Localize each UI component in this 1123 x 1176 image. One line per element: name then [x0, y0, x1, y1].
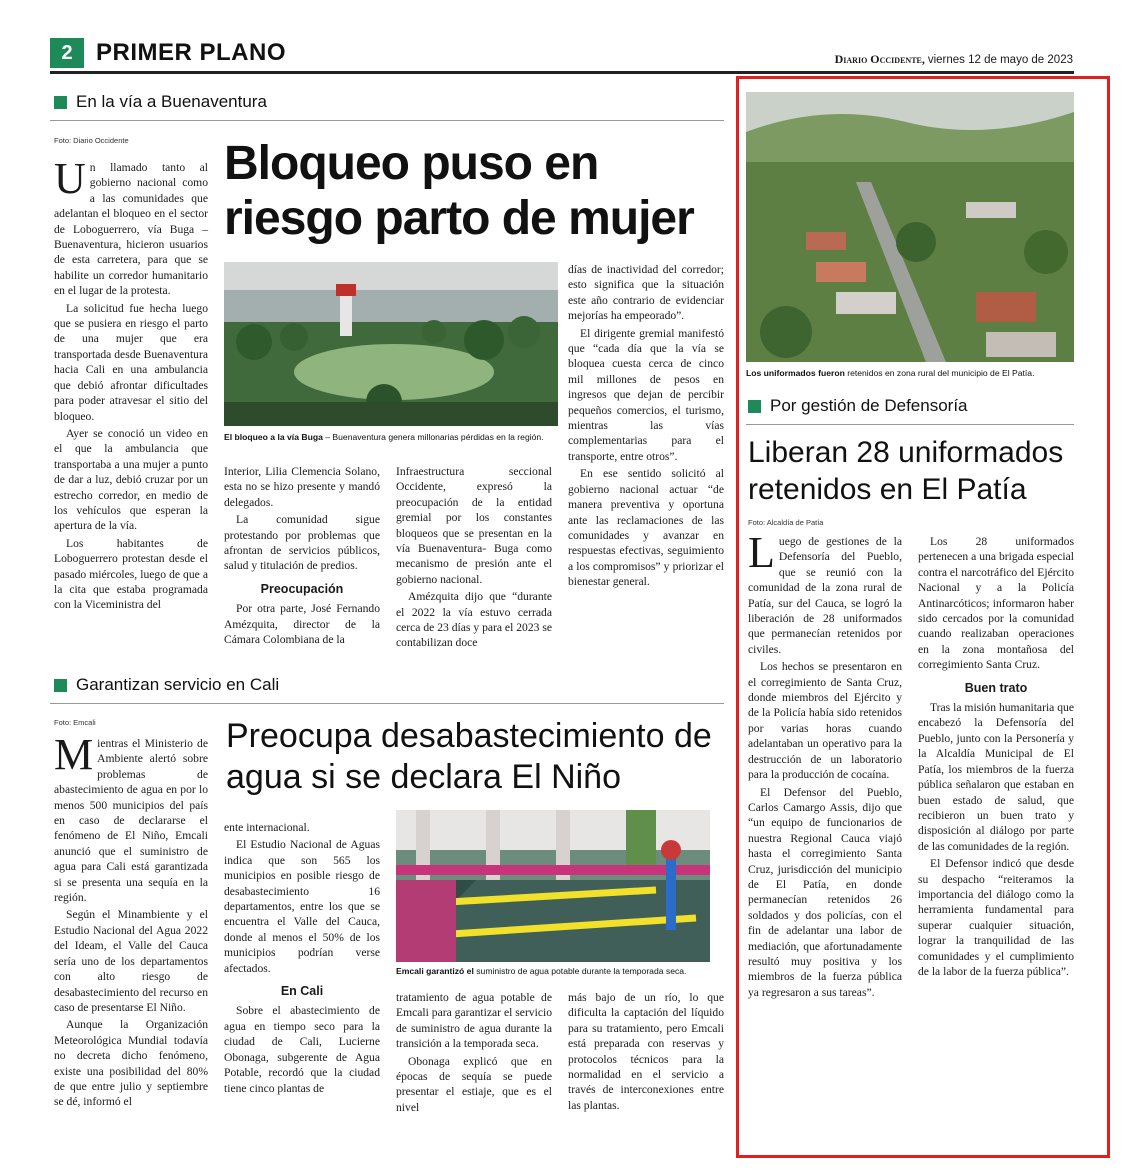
- photo-credit: Foto: Diario Occidente: [54, 136, 129, 145]
- page-number: 2: [61, 42, 73, 64]
- article2-col2: ente internacional. El Estudio Nacional de Aguas indica que son 565 los municipios en posible riesgo de desabastecimiento 16 departamentos, entre los que se encuentra el Valle del Cauca, donde al menos el 50% de los municipios podrían verse afectados. En Cali Sobre el abastecimiento de agua en tiempo seco para la ciudad de Cali, Lucierne Obonaga, subgerente de Agua Potable, recordó que la ciudad tiene cinco plantas de: [224, 821, 380, 1095]
- article2-col4: más bajo de un río, lo que dificulta la captación del líquido para su tratamiento, pero Emcali está preparada con reservas y protocolos técnicos para la normalidad en el servicio a través de interconexiones entre las plantas.: [568, 991, 724, 1112]
- photo-el-patia: [746, 92, 1074, 362]
- divider: [50, 120, 724, 121]
- photo-buenaventura: [224, 262, 558, 426]
- masthead: [835, 52, 1073, 67]
- photo-caption: Emcali garantizó el suministro de agua potable durante la temporada seca.: [396, 966, 687, 976]
- section-square-icon: [54, 96, 67, 109]
- article2-col1: Mientras el Ministerio de Ambiente alertó sobre problemas de abastecimiento de agua en por lo menos 500 municipios del país en caso de declararse el fenómeno de El Niño, Emcali anunció que el suministro de agua para Cali está garantizada si se presenta una sequía en la región. Según el Minambiente y el Estudio Nacional del Agua 2022 del Ideam, el Valle del Cauca sería uno de los departamentos con alto riesgo de desabastecimiento del recurso en caso de presentarse El Niño. Aunque la Organización Meteorológica Mundial todavía no decreta dicho fenómeno, existe una posibilidad del 80% de que entre julio y septiembre se dé, informó el: [54, 730, 208, 1109]
- dropcap: L: [748, 528, 775, 577]
- page-number-badge: [50, 38, 84, 68]
- photo-caption: Los uniformados fueron retenidos en zona rural del municipio de El Patía.: [746, 368, 1035, 378]
- kicker-defensoria: Por gestión de Defensoría: [748, 396, 968, 416]
- kicker-cali: Garantizan servicio en Cali: [54, 675, 279, 695]
- water-plant-illustration: [396, 810, 710, 962]
- masthead-date: viernes 12 de mayo de 2023: [927, 54, 1073, 66]
- article1-col3: Infraestructura seccional Occidente, expresó la preocupación de la entidad gremial por los constantes bloqueos que se presentan en la vía Buenaventura- Buga como mecanismo de presión ante el gobierno nacional. Amézquita dijo que “durante el 2022 la vía estuvo cerrada cerca de 23 días y para el 2023 se contabilizan doce: [396, 465, 552, 650]
- divider: [746, 424, 1074, 425]
- dropcap: U: [54, 154, 86, 203]
- headline-liberan: Liberan 28 uniformados retenidos en El Patía: [748, 436, 1064, 506]
- article3-col1: Luego de gestiones de la Defensoría del Pueblo, que se reunió con la comunidad de la zona rural de Patía, sur del Cauca, se logró la liberación de 28 uniformados que permanecían retenidos por civiles. Los hechos se presentaron en el corregimiento de Santa Cruz, donde miembros del Ejército y de la Policía había sido retenidos por varias horas cuando adelantaban un operativo para la destrucción de un laboratorio para la producción de cocaína. El Defensor del Pueblo, Carlos Camargo Assis, dijo que “un equipo de funcionarios de nuestra Regional Cauca viajó hasta el corregimiento Santa Cruz, jurisdicción del municipio de El Patía, en donde permanecían retenidos 26 soldados y dos policías, con el fin de adelantar una labor de mediación, que afortunadamente resultó muy positiva y los miembros de la fuerza pública ya regresaron a sus tareas”.: [748, 528, 902, 999]
- aerial-town-illustration: [746, 92, 1074, 362]
- article2-col3: tratamiento de agua potable de Emcali para garantizar el servicio de suministro de agua durante la transición a la temporada seca. Obonaga explicó que en épocas de sequía se puede presentar el estiaje, que es el nivel: [396, 991, 552, 1114]
- headline-bloqueo: Bloqueo puso en riesgo parto de mujer: [224, 137, 694, 245]
- photo-emcali: [396, 810, 710, 962]
- photo-caption: El bloqueo a la vía Buga – Buenaventura genera millonarias pérdidas en la región.: [224, 432, 544, 442]
- headline-desabastecimiento: Preocupa desabastecimiento de agua si se declara El Niño: [226, 717, 712, 796]
- article3-col2: Los 28 uniformados pertenecen a una brigada especial contra el narcotráfico del Ejército Nacional y a la Policía Antinarcóticos; informaron haber sido cercados por la comunidad cuando realizaban operaciones en la zona montañosa del corregimiento Santa Cruz. Buen trato Tras la misión humanitaria que encabezó la Defensoría del Pueblo, junto con la Personería y la Alcaldía Municipal de El Patía, los miembros de la fuerza pública señalaron que estaban en buen estado de salud, que recibieron un buen trato y disposición al diálogo por parte de las comunidades de la región. El Defensor indicó que desde su despacho “reiteramos la importancia del diálogo como la herramienta fundamental para superar cualquier situación, lograr la tranquilidad de las comunidades y el cumplimiento de la labor de la fuerza pública”.: [918, 535, 1074, 978]
- divider: [50, 703, 724, 704]
- subhead-en-cali: En Cali: [280, 984, 324, 999]
- harbor-illustration: [224, 262, 558, 426]
- masthead-name: Diario Occidente,: [834, 52, 925, 66]
- article1-col2: Interior, Lilia Clemencia Solano, esta no se hizo presente y mandó delegados. La comunidad sigue protestando por problemas que afrontan de servicios públicos, salud y titulación de predios. Preocupación Por otra parte, José Fernando Amézquita, director de la Cámara Colombiana de la: [224, 465, 380, 647]
- dropcap: M: [54, 730, 94, 779]
- section-square-icon: [54, 679, 67, 692]
- section-title: PRIMER PLANO: [96, 39, 287, 66]
- photo-credit: Foto: Emcali: [54, 718, 96, 727]
- photo-credit: Foto: Alcaldía de Patía: [748, 518, 824, 527]
- subhead-buen-trato: Buen trato: [964, 680, 1028, 695]
- subhead-preocupacion: Preocupación: [260, 581, 344, 596]
- kicker-buenaventura: En la vía a Buenaventura: [54, 92, 267, 112]
- section-square-icon: [748, 400, 761, 413]
- article1-col1: Un llamado tanto al gobierno nacional como a las comunidades que adelantan el bloqueo en el sector de Loboguerrero, vía Buga –Buenaventura, hicieron usuarios de esta carretera, para que se habilite un corredor humanitario en el lugar de la protesta. La solicitud fue hecha luego que se pusiera en riesgo el parto de una mujer que era transportada desde Buenaventura hacia Cali en una ambulancia que debió afrontar dificultades para poder atravesar el sitio del bloqueo. Ayer se conoció un video en el que la ambulancia que transportaba a una mujer a punto de dar a luz, debió cruzar por un estrecho corredor, en medio de los vehículos que esperan la apertura de la vía. Los habitantes de Loboguerrero protestan desde el pasado miércoles, luego de que a la cita que estaba programada con la Viceministra del: [54, 154, 208, 612]
- header-rule: [50, 71, 1074, 74]
- article1-col4: días de inactividad del corredor; esto significa que la situación este año contrario de evidenciar mejorías ha empeorado”. El dirigente gremial manifestó que “cada día que la vía se bloquea cuesta cerca de cinco mil millones de pesos en ingresos que dejan de percibir pequeños comercios, el turismo, mientras las vías complementarias para el transporte, entre otros”. En ese sentido solicitó al gobierno nacional actuar “de manera preventiva y oportuna ante las reclamaciones de las comunidades y avanzar en respuestas efectivas, seguimiento a los compromisos” y priorizar el bienestar general.: [568, 263, 724, 589]
